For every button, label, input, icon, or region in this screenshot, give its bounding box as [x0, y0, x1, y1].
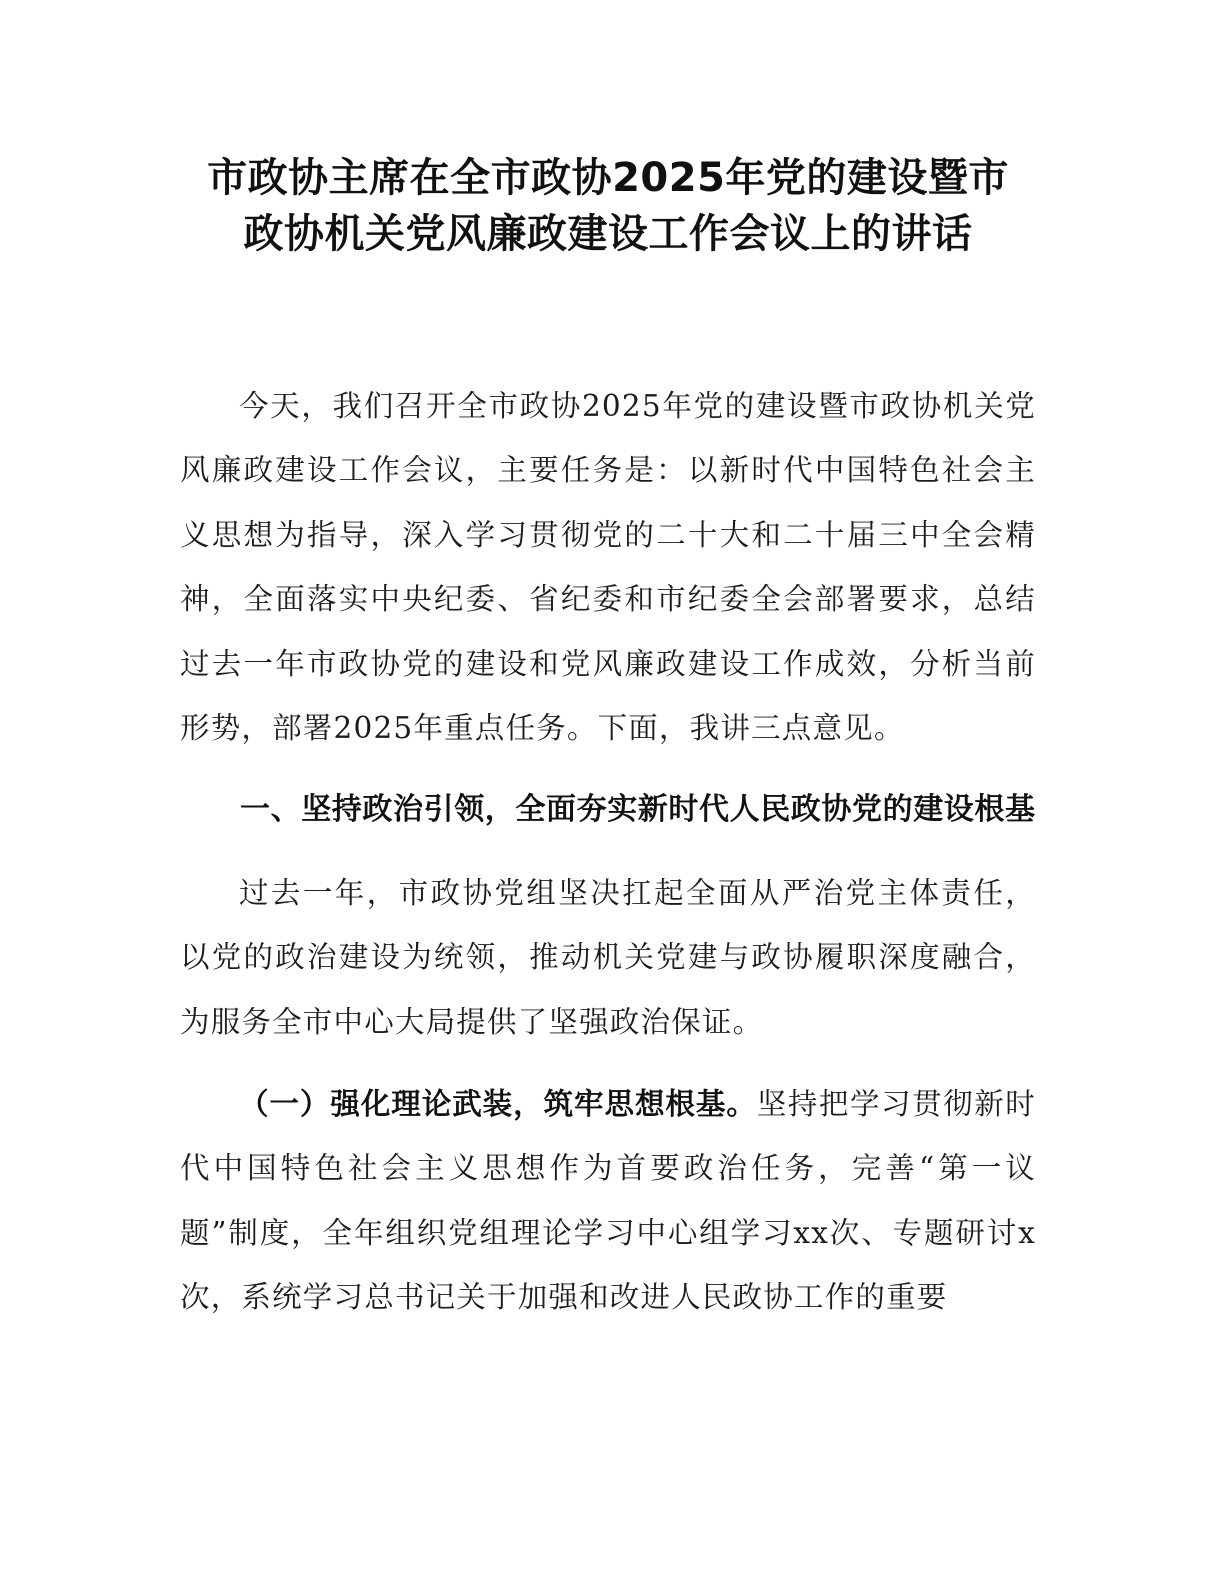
title-line-2: 政协机关党风廉政建设工作会议上的讲话: [243, 211, 973, 257]
document-body: [180, 374, 1036, 1330]
document-title: [180, 150, 1036, 262]
subsection-1-paragraph: [180, 1072, 1036, 1330]
intro-paragraph: 今天，我们召开全市政协2025年党的建设暨市政协机关党风廉政建设工作会议，主要任务是：以新时代中国特色社会主义思想为指导，深入学习贯彻党的二十大和二十届三中全会精神，全面落实中央纪委、省纪委和市纪委全会部署要求，总结过去一年市政协党的建设和党风廉政建设工作成效，分析当前形势，部署2025年重点任务。下面，我讲三点意见。: [180, 389, 1036, 746]
document-page: [180, 150, 1036, 1330]
section-heading-1: 一、坚持政治引领，全面夯实新时代人民政协党的建设根基: [240, 792, 1036, 828]
title-line-1: 市政协主席在全市政协2025年党的建设暨市: [207, 155, 1009, 201]
section-1-paragraph: 过去一年，市政协党组坚决扛起全面从严治党主体责任，以党的政治建设为统领，推动机关党建与政协履职深度融合，为服务全市中心大局提供了坚强政治保证。: [180, 875, 1036, 1039]
subsection-1-text: 坚持把学习贯彻新时代中国特色社会主义思想作为首要政治任务，完善“第一议题”制度，全年组织党组理论学习中心组学习xx次、专题研讨x次，系统学习总书记关于加强和改进人民政协工作的重要: [180, 1087, 1036, 1315]
subsection-1-heading: （一）强化理论武装，筑牢思想根基。: [239, 1087, 757, 1122]
